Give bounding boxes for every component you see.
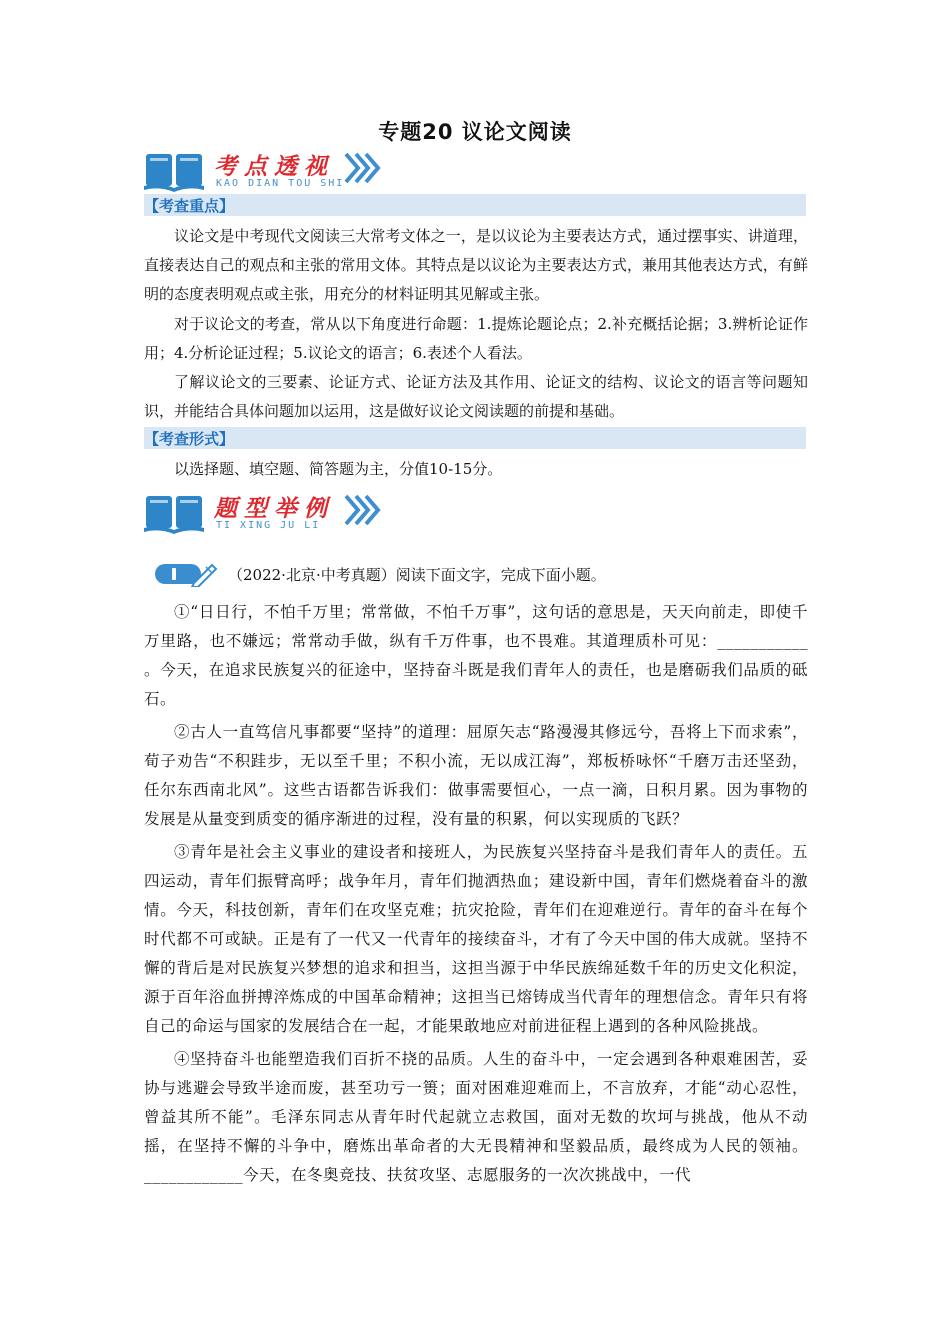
example-question: （2022·北京·中考真题）阅读下面文字，完成下面小题。: [228, 566, 606, 584]
form-label-bar: [144, 427, 806, 449]
page-title: 专题20 议论文阅读: [378, 120, 572, 144]
pencil-icon: [154, 561, 218, 587]
essay-paragraph-1: ①“日日行，不怕千万里；常常做，不怕千万事”，这句话的意思是，天天向前走，即使千万里路，也不嫌远；常常动手做，纵有千万件事，也不畏难。其道理质朴可见：___________。今天，在追求民族复兴的征途中，坚持奋斗既是我们青年人的责任，也是磨砺我们品质的砥石。: [144, 603, 808, 708]
essay: [144, 598, 808, 1194]
chevron-right-icon: [342, 494, 382, 526]
section-title-cn: 考点透视: [214, 154, 334, 180]
form-paragraph: 以选择题、填空题、简答题为主，分值10-15分。: [174, 460, 503, 478]
focus-paragraph-1: 议论文是中考现代文阅读三大常考文体之一，是以议论为主要表达方式，通过摆事实、讲道理，直接表达自己的观点和主张的常用文体。其特点是以议论为主要表达方式，兼用其他表达方式，有鲜明的态度表明观点或主张，用充分的材料证明其见解或主张。: [144, 227, 808, 303]
section-banner-kaodian: [144, 148, 404, 194]
focus-paragraph-2: 对于议论文的考查，常从以下角度进行命题：1.提炼论题论点；2.补充概括论据；3.辨析论证作用；4.分析论证过程；5.议论文的语言；6.表述个人看法。: [144, 315, 808, 362]
focus-label: 【考查重点】: [144, 197, 235, 215]
book-icon: [144, 492, 204, 534]
section-title-en: KAO DIAN TOU SHI: [216, 178, 345, 189]
section-banner-tixing: [144, 490, 404, 536]
section-title-en: TI XING JU LI: [216, 520, 321, 531]
book-icon: [144, 150, 204, 192]
answer-blank[interactable]: ___________: [717, 632, 808, 650]
essay-paragraph-4: ④坚持奋斗也能塑造我们百折不挠的品质。人生的奋斗中，一定会遇到各种艰难困苦，妥协与逃避会导致半途而废，甚至功亏一篑；面对困难迎难而上，不言放弃，才能“动心忍性，曾益其所不能”。毛泽东同志从青年时代起就立志救国，面对无数的坎坷与挑战，他从不动摇，在坚持不懈的斗争中，磨炼出革命者的大无畏精神和坚毅品质，最终成为人民的领袖。____________今天，在冬奥竞技、扶贫攻坚、志愿服务的一次次挑战中，一代: [144, 1045, 808, 1190]
example-header: [154, 556, 714, 586]
essay-paragraph-3: ③青年是社会主义事业的建设者和接班人，为民族复兴坚持奋斗是我们青年人的责任。五四运动，青年们振臂高呼；战争年月，青年们抛洒热血；建设新中国，青年们燃烧着奋斗的激情。今天，科技创新，青年们在攻坚克难；抗灾抢险，青年们在迎难逆行。青年的奋斗在每个时代都不可或缺。正是有了一代又一代青年的接续奋斗，才有了今天中国的伟大成就。坚持不懈的背后是对民族复兴梦想的追求和担当，这担当源于中华民族绵延数千年的历史文化积淀，源于百年浴血拼搏淬炼成的中国革命精神；这担当已熔铸成当代青年的理想信念。青年只有将自己的命运与国家的发展结合在一起，才能果敢地应对前进征程上遇到的各种风险挑战。: [144, 843, 808, 1035]
essay-paragraph-2: ②古人一直笃信凡事都要“坚持”的道理：屈原矢志“路漫漫其修远兮，吾将上下而求索”，荀子劝告“不积跬步，无以至千里；不积小流，无以成江海”，郑板桥咏怀“千磨万击还坚劲，任尔东西南北风”。这些古语都告诉我们：做事需要恒心，一点一滴，日积月累。因为事物的发展是从量变到质变的循序渐进的过程，没有量的积累，何以实现质的飞跃？: [144, 723, 808, 828]
chevron-right-icon: [342, 152, 382, 184]
answer-blank[interactable]: ____________: [144, 1166, 243, 1184]
focus-label-bar: [144, 194, 806, 216]
focus-paragraph-3: 了解议论文的三要素、论证方式、论证方法及其作用、论证文的结构、议论文的语言等问题知识，并能结合具体问题加以运用，这是做好议论文阅读题的前提和基础。: [144, 373, 808, 420]
form-label: 【考查形式】: [144, 430, 235, 448]
section-title-cn: 题型举例: [214, 496, 334, 522]
